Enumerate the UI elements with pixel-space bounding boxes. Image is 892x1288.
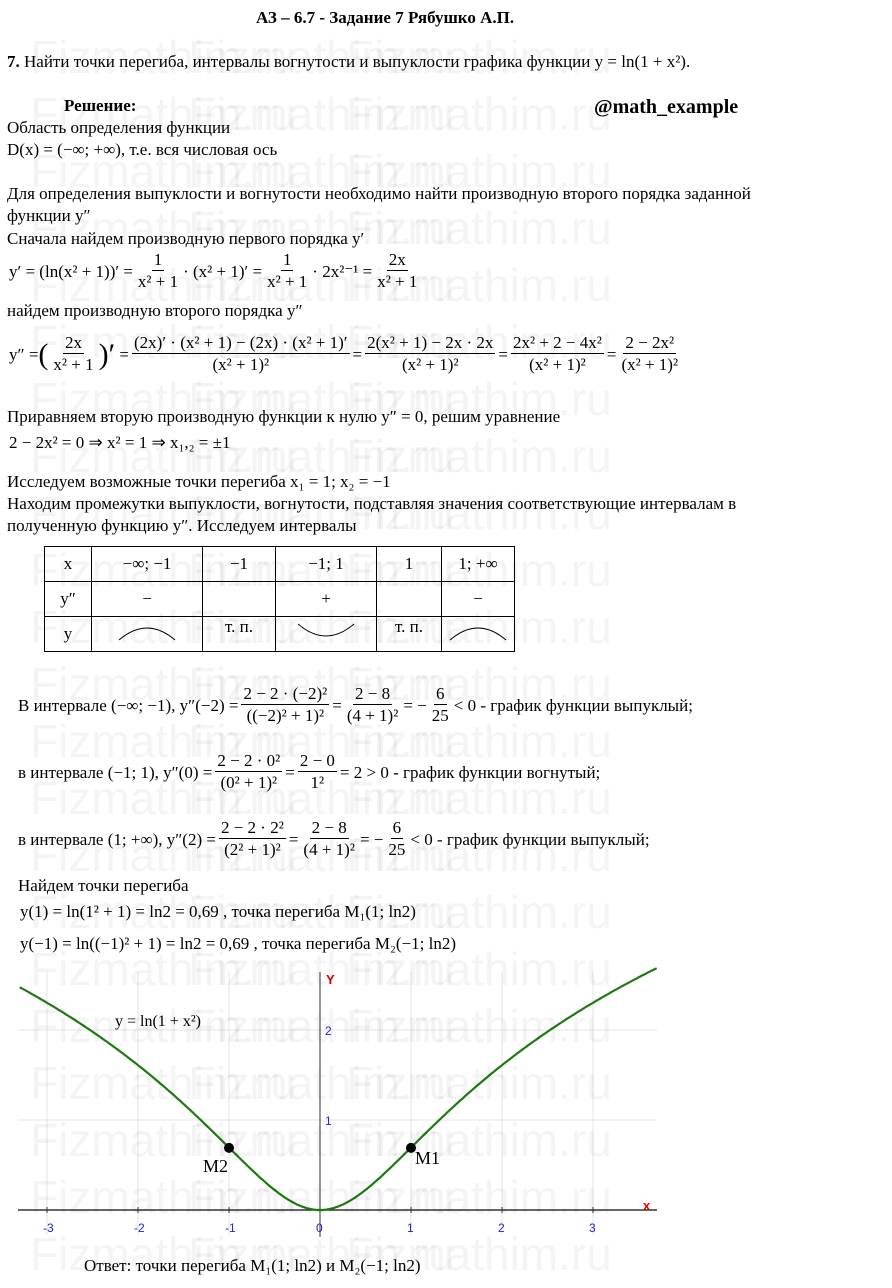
y-tick-label: 1 bbox=[325, 1114, 332, 1128]
solution-label: Решение: bbox=[64, 96, 137, 115]
denominator: (0² + 1)² bbox=[220, 773, 278, 792]
convex-arc-icon bbox=[115, 622, 179, 642]
answer: Ответ: точки перегиба M₁(1; ln2) и M₂(−1; ln2) bbox=[84, 1256, 421, 1275]
x-tick-label: -3 bbox=[43, 1221, 54, 1235]
numerator: 1 bbox=[153, 250, 163, 269]
table-cell: −∞; −1 bbox=[92, 547, 203, 582]
watermark-text bbox=[346, 87, 612, 141]
domain: D(x) = (−∞; +∞), т.е. вся числовая ось bbox=[7, 140, 278, 159]
numerator: 2x bbox=[388, 250, 406, 269]
inflection-point-label: M1 bbox=[415, 1147, 441, 1168]
interval-1: В интервале (−∞; −1), y″(−2) = $\frac{\text{2 − 2 · (−2)²}}{\text{((−2)² + 1)²}}$ = $\frac{2 - 8}{\text{(4 + 1)²}}$ = − $\frac{6}{25}$ < 0 - график функции выпуклый; bbox=[18, 684, 693, 725]
formula-part: В интервале (−∞; −1), y″(−2) = bbox=[18, 695, 239, 715]
formula-part: y′ = (ln(x² + 1))′ = bbox=[9, 261, 133, 281]
paren: ( bbox=[38, 337, 49, 371]
paren: )′ bbox=[98, 337, 116, 371]
numerator: 2 − 8 bbox=[355, 684, 391, 703]
denominator: (4 + 1)² bbox=[303, 840, 355, 859]
concave-arc-icon bbox=[294, 622, 358, 642]
numerator: 2 − 2x² bbox=[625, 333, 675, 352]
fraction bbox=[375, 250, 419, 293]
numerator: 2 − 2 · 0² bbox=[217, 751, 281, 770]
denominator: x² + 1 bbox=[53, 355, 94, 374]
table-cell: − bbox=[442, 582, 515, 617]
fraction bbox=[386, 818, 407, 861]
fraction bbox=[430, 684, 451, 727]
task-number: 7. bbox=[7, 52, 20, 71]
interval-2: в интервале (−1; 1), y″(0) = $\frac{\text{2 − 2 · 0²}}{\text{(0² + 1)²}}$ = $\frac{2 - 0}{\text{1²}}$ = 2 > 0 - график функции вогнутый; bbox=[18, 751, 601, 792]
intervals-line-1: Находим промежутки выпуклости, вогнутости, подставляя значения соответствующие интервалам в bbox=[7, 494, 737, 513]
table-cell: x bbox=[45, 547, 92, 582]
denominator: 25 bbox=[431, 706, 449, 725]
denominator: (x² + 1)² bbox=[621, 355, 679, 374]
formula-part: в интервале (−1; 1), y″(0) = bbox=[18, 762, 213, 782]
numerator: 2(x² + 1) − 2x · 2x bbox=[367, 333, 494, 352]
watermark-text bbox=[346, 201, 612, 255]
numerator: 2 − 2 · 2² bbox=[220, 818, 284, 837]
table-cell: т. п. bbox=[377, 617, 442, 652]
table-row bbox=[45, 582, 515, 617]
task-statement bbox=[7, 52, 690, 72]
x-tick-label: -1 bbox=[225, 1221, 236, 1235]
numerator: 6 bbox=[436, 684, 445, 703]
formula-part: в интервале (1; +∞), y″(2) = bbox=[18, 829, 216, 849]
fraction bbox=[511, 333, 604, 376]
fraction bbox=[219, 818, 286, 861]
table-cell: 1; +∞ bbox=[442, 547, 515, 582]
table-cell: −1 bbox=[203, 547, 276, 582]
numerator: 1 bbox=[282, 250, 292, 269]
first-derivative-formula bbox=[9, 250, 422, 293]
numerator: 2 − 0 bbox=[299, 751, 335, 770]
handle: @math_example bbox=[594, 96, 739, 118]
curve-legend: y = ln(1 + x²) bbox=[115, 1013, 201, 1030]
denominator: (x² + 1)² bbox=[401, 355, 459, 374]
formula-part: · 2x²⁻¹ = bbox=[312, 261, 373, 281]
table-cell: + bbox=[276, 582, 377, 617]
table-cell: y″ bbox=[45, 582, 92, 617]
equation: 2 − 2x² = 0 ⇒ x² = 1 ⇒ x₁,₂ = ±1 bbox=[9, 433, 231, 452]
table-cell: −1; 1 bbox=[276, 547, 377, 582]
table-row bbox=[45, 617, 515, 652]
convex-arc-icon bbox=[446, 622, 510, 642]
table-cell: 1 bbox=[377, 547, 442, 582]
denominator: (2² + 1)² bbox=[224, 840, 281, 859]
find-points: Найдем точки перегиба bbox=[18, 876, 189, 895]
inflection-point bbox=[224, 1143, 234, 1153]
denominator: x² + 1 bbox=[377, 272, 418, 291]
formula-part: = − bbox=[403, 695, 427, 715]
fraction bbox=[132, 333, 350, 376]
denominator: (x² + 1)² bbox=[212, 355, 270, 374]
numerator: 2x bbox=[65, 333, 83, 352]
x-tick-label: -2 bbox=[134, 1221, 145, 1235]
numerator: 2x² + 2 − 4x² bbox=[512, 333, 602, 352]
table-cell: y bbox=[45, 617, 92, 652]
formula-part: · (x² + 1)′ = bbox=[183, 261, 263, 281]
numerator: 2 − 2 · (−2)² bbox=[243, 684, 328, 703]
denominator: x² + 1 bbox=[267, 272, 308, 291]
sign-table bbox=[44, 546, 515, 652]
x-tick-label: 1 bbox=[407, 1221, 414, 1235]
function-graph bbox=[0, 960, 892, 1250]
denominator: (4 + 1)² bbox=[346, 706, 399, 725]
first-derivative-text: Сначала найдем производную первого порядка y′ bbox=[7, 229, 365, 248]
x-tick-label: 0 bbox=[316, 1221, 323, 1235]
denominator: 25 bbox=[388, 840, 406, 859]
fraction bbox=[51, 333, 95, 376]
fraction bbox=[298, 751, 337, 794]
table-cell bbox=[276, 617, 377, 652]
fraction bbox=[265, 250, 309, 293]
intervals-line-2: полученную функцию y″. Исследуем интервалы bbox=[7, 516, 357, 535]
fraction bbox=[619, 333, 680, 376]
formula-part: = − bbox=[359, 829, 384, 849]
point-2-calc: y(−1) = ln((−1)² + 1) = ln2 = 0,69 , точка перегиба M₂(−1; ln2) bbox=[20, 934, 456, 953]
point-1-calc: y(1) = ln(1² + 1) = ln2 = 0,69 , точка перегиба M₁(1; ln2) bbox=[20, 902, 416, 921]
table-cell bbox=[377, 582, 442, 617]
intro-line-1: Для определения выпуклости и вогнутости необходимо найти производную второго порядка заданной bbox=[7, 184, 751, 203]
formula-part: = 2 > 0 - график функции вогнутый; bbox=[339, 762, 601, 782]
table-cell bbox=[203, 582, 276, 617]
x-tick-label: 3 bbox=[589, 1221, 596, 1235]
second-derivative-formula: y″ = ( $\frac{2x}{\text{x² + 1}}$ )′ = $\frac{\text{(2x)′ · (x² + 1) − (2x) · (x² + 1)′}}{\text{(x² + 1)²}}$ = $\frac{\text{2(x² + 1) − 2x · 2x}}{\text{(x² + 1)²}}$ = $\frac{\text{2x² + 2 − 4x²}}{\text{(x² + 1)²}}$ = $\frac{\text{2 − 2x²}}{\text{(x² + 1)²}}$ bbox=[9, 333, 679, 374]
second-derivative-text: найдем производную второго порядка y″ bbox=[7, 301, 303, 320]
intro-line-2: функции y″ bbox=[7, 206, 91, 225]
numerator: 6 bbox=[392, 818, 402, 837]
formula-part: < 0 - график функции выпуклый; bbox=[453, 695, 693, 715]
equate-text: Приравняем вторую производную функции к нулю y″ = 0, решим уравнение bbox=[7, 407, 561, 426]
denominator: (x² + 1)² bbox=[529, 355, 586, 374]
function-curve bbox=[20, 968, 657, 1210]
page-title: АЗ – 6.7 - Задание 7 Рябушко А.П. bbox=[256, 8, 515, 27]
y-tick-label: 2 bbox=[325, 1024, 332, 1038]
task-text: Найти точки перегиба, интервалы вогнутости и выпуклости графика функции y = ln(1 + x²). bbox=[19, 52, 691, 71]
table-cell: т. п. bbox=[203, 617, 276, 652]
x-tick-label: 2 bbox=[498, 1221, 505, 1235]
table-cell: − bbox=[92, 582, 203, 617]
formula-part: < 0 - график функции выпуклый; bbox=[410, 829, 650, 849]
formula-part: y″ = bbox=[9, 344, 39, 364]
denominator: ((−2)² + 1)² bbox=[246, 706, 325, 725]
fraction bbox=[301, 818, 357, 861]
fraction bbox=[365, 333, 495, 376]
table-cell bbox=[442, 617, 515, 652]
domain-title: Область определения функции bbox=[7, 118, 231, 137]
fraction bbox=[136, 250, 180, 293]
fraction bbox=[215, 751, 282, 794]
denominator: x² + 1 bbox=[137, 272, 179, 291]
y-axis-label: Y bbox=[326, 972, 335, 987]
numerator: 2 − 8 bbox=[311, 818, 347, 837]
inflection-point-label: M2 bbox=[203, 1155, 229, 1176]
candidates: Исследуем возможные точки перегиба x₁ = 1; x₂ = −1 bbox=[7, 472, 391, 491]
table-row bbox=[45, 547, 515, 582]
x-axis-label: x bbox=[643, 1198, 651, 1213]
fraction bbox=[241, 684, 329, 727]
numerator: (2x)′ · (x² + 1) − (2x) · (x² + 1)′ bbox=[134, 333, 348, 352]
denominator: 1² bbox=[310, 773, 325, 792]
fraction bbox=[345, 684, 401, 727]
interval-3: в интервале (1; +∞), y″(2) = $\frac{\text{2 − 2 · 2²}}{\text{(2² + 1)²}}$ = $\frac{2 - 8}{\text{(4 + 1)²}}$ = − $\frac{6}{25}$ < 0 - график функции выпуклый; bbox=[18, 818, 650, 859]
table-cell bbox=[92, 617, 203, 652]
